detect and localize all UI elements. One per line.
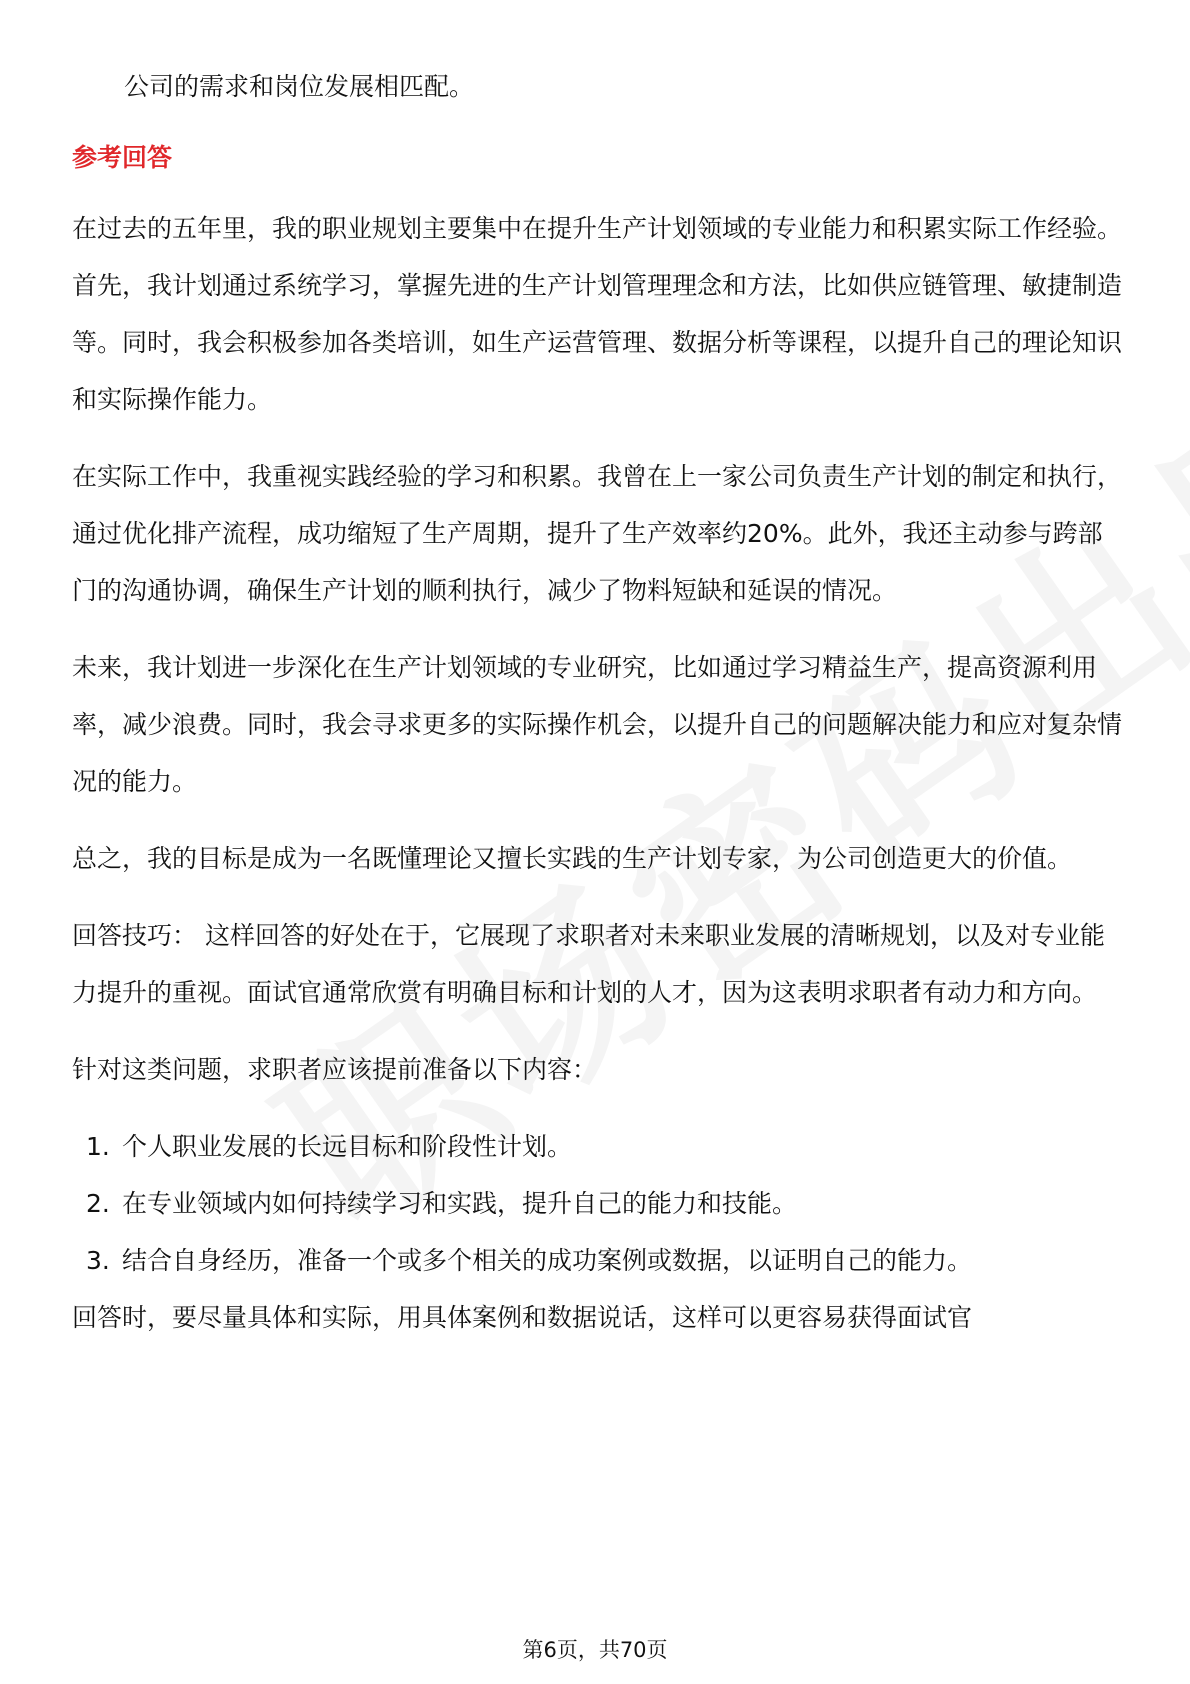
paragraph-1: 在过去的五年里，我的职业规划主要集中在提升生产计划领域的专业能力和积累实际工作经验。首先，我计划通过系统学习，掌握先进的生产计划管理理念和方法，比如供应链管理、敏捷制造等。同时，我会积极参加各类培训，如生产运营管理、数据分析等课程，以提升自己的理论知识和实际操作能力。 <box>72 214 1123 414</box>
prep-list <box>72 1118 1122 1289</box>
page-content <box>72 58 1122 1346</box>
list-text: 个人职业发展的长远目标和阶段性计划。 <box>122 1132 573 1161</box>
list-number: 1. <box>86 1132 110 1161</box>
list-text: 在专业领域内如何持续学习和实践，提升自己的能力和技能。 <box>122 1189 798 1218</box>
paragraph-4: 总之，我的目标是成为一名既懂理论又擅长实践的生产计划专家，为公司创造更大的价值。 <box>72 844 1073 873</box>
continuation-line: 公司的需求和岗位发展相匹配。 <box>124 72 475 101</box>
list-number: 3. <box>86 1246 110 1275</box>
paragraph-3: 未来，我计划进一步深化在生产计划领域的专业研究，比如通过学习精益生产，提高资源利用率，减少浪费。同时，我会寻求更多的实际操作机会，以提升自己的问题解决能力和应对复杂情况的能力。 <box>72 653 1123 796</box>
list-number: 2. <box>86 1189 110 1218</box>
section-heading: 参考回答 <box>72 143 173 172</box>
list-item <box>72 1118 1122 1175</box>
page-footer: 第6页，共70页 <box>522 1638 668 1662</box>
final-paragraph: 回答时，要尽量具体和实际，用具体案例和数据说话，这样可以更容易获得面试官 <box>72 1303 973 1332</box>
list-text: 结合自身经历，准备一个或多个相关的成功案例或数据，以证明自己的能力。 <box>122 1246 973 1275</box>
list-item <box>72 1232 1122 1289</box>
paragraph-tips: 回答技巧： 这样回答的好处在于，它展现了求职者对未来职业发展的清晰规划，以及对专业能力提升的重视。面试官通常欣赏有明确目标和计划的人才，因为这表明求职者有动力和方向。 <box>72 921 1105 1007</box>
paragraph-2: 在实际工作中，我重视实践经验的学习和积累。我曾在上一家公司负责生产计划的制定和执行，通过优化排产流程，成功缩短了生产周期，提升了生产效率约20%。此外，我还主动参与跨部门的沟通协调，确保生产计划的顺利执行，减少了物料短缺和延误的情况。 <box>72 462 1123 605</box>
list-item <box>72 1175 1122 1232</box>
paragraph-prep: 针对这类问题，求职者应该提前准备以下内容： <box>72 1055 598 1084</box>
